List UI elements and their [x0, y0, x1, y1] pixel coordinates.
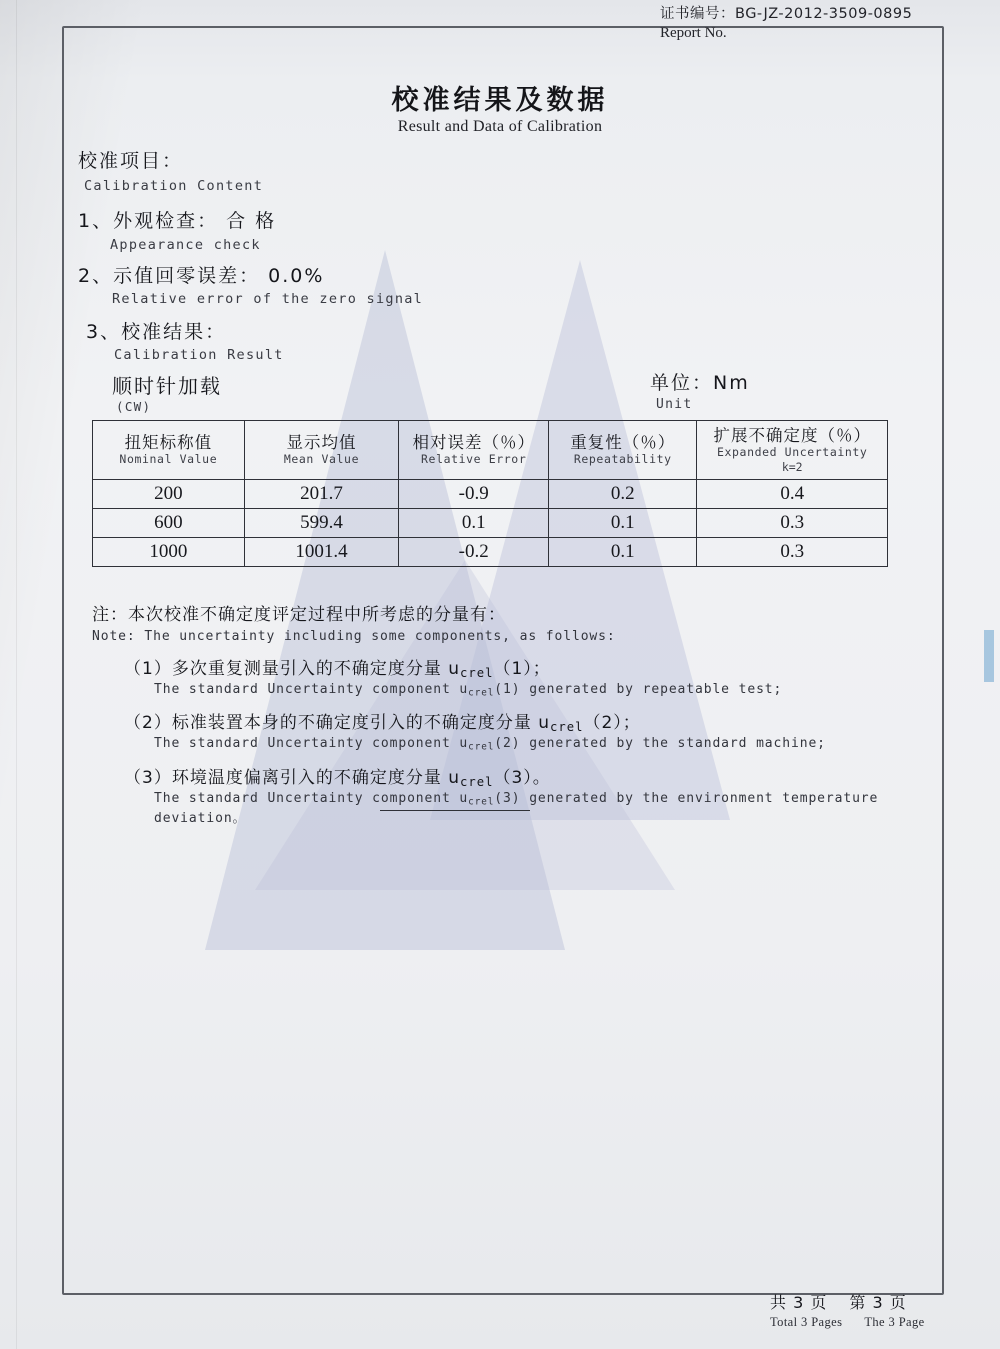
unit-label-cn: 单位：Nm [650, 372, 750, 394]
section-end-rule [380, 810, 530, 811]
note-2-en [154, 736, 952, 752]
section-heading-cn: 校准项目： [78, 150, 184, 172]
col-expanded-uncertainty-en: Expanded Uncertainty [716, 445, 868, 460]
cell-mean: 1001.4 [244, 538, 399, 567]
item-calibration-result-en: Calibration Result [114, 347, 284, 363]
note-1-en-subscript: crel [468, 687, 495, 699]
note-2-cn-tail: （2）； [583, 713, 641, 734]
note-3-cn-tail: （3）。 [493, 767, 551, 788]
col-nominal-value-en: Nominal Value [119, 452, 218, 467]
note-3-en [154, 791, 952, 826]
note-3-cn-text: （3）环境温度偏离引入的不确定度分量 u [124, 767, 460, 788]
col-repeatability-en: Repeatability [573, 452, 672, 467]
unit-label-en: Unit [656, 397, 693, 412]
col-expanded-uncertainty-k: k=2 [781, 460, 803, 475]
footer-total-cn: 共 3 页 [770, 1293, 828, 1312]
cell-uncertainty: 0.3 [697, 538, 888, 567]
footer-cn-line [770, 1290, 990, 1313]
uncertainty-notes [92, 600, 952, 828]
cell-mean: 599.4 [244, 509, 399, 538]
loading-mode-en: (CW) [116, 399, 152, 414]
cell-uncertainty: 0.4 [697, 480, 888, 509]
certificate-number-en: Report No. [660, 25, 727, 41]
note-2-en-text: The standard Uncertainty component u [154, 736, 469, 752]
note-1-cn [124, 654, 952, 680]
cell-relative-error: -0.9 [399, 480, 549, 509]
page-footer [770, 1290, 990, 1331]
note-1-en-text: The standard Uncertainty component u [154, 682, 469, 698]
cell-relative-error: 0.1 [399, 509, 549, 538]
item-calibration-result-cn: 3、校准结果： [86, 321, 227, 343]
section-heading-en: Calibration Content [84, 178, 264, 194]
col-mean-value-en: Mean Value [283, 452, 360, 467]
col-repeatability [549, 421, 697, 480]
page-title-cn: 校准结果及数据 [391, 85, 609, 116]
note-heading-cn: 注：本次校准不确定度评定过程中所考虑的分量有： [92, 605, 506, 625]
col-relative-error-en: Relative Error [421, 452, 527, 467]
col-relative-error-cn: 相对误差（％） [412, 432, 535, 452]
page-title-en: Result and Data of Calibration [397, 118, 603, 135]
note-3-en-subscript: crel [468, 796, 495, 808]
col-mean-value [244, 421, 399, 480]
note-heading-en: Note: The uncertainty including some components, as follows: [92, 629, 616, 644]
cell-repeatability: 0.1 [549, 538, 697, 567]
cell-nominal: 600 [93, 509, 245, 538]
table-header [93, 421, 888, 480]
loading-mode-cn: 顺时针加载 [112, 374, 222, 398]
cell-repeatability: 0.1 [549, 509, 697, 538]
note-1-en [154, 682, 952, 698]
footer-total-en: Total 3 Pages [770, 1315, 843, 1329]
table-body [93, 480, 888, 567]
item-appearance-cn: 1、外观检查： 合 格 [78, 210, 277, 232]
note-1-cn-subscript: crel [460, 666, 494, 681]
note-3-en-text: The standard Uncertainty component u [154, 790, 469, 806]
note-3-cn [124, 763, 952, 789]
table-row [93, 538, 888, 567]
note-3-cn-subscript: crel [460, 774, 494, 789]
page-edge-tab [984, 630, 994, 682]
note-2-cn [124, 708, 952, 734]
calibration-results-table [92, 420, 888, 567]
note-1-cn-text: （1）多次重复测量引入的不确定度分量 u [124, 659, 460, 679]
note-2-cn-text: （2）标准装置本身的不确定度引入的不确定度分量 u [124, 713, 550, 734]
cell-nominal: 200 [93, 480, 245, 509]
col-mean-value-cn: 显示均值 [286, 432, 357, 452]
certificate-number-cn: 证书编号：BG-JZ-2012-3509-0895 [660, 6, 913, 22]
note-1-cn-tail: （1）； [493, 659, 551, 679]
table-row [93, 480, 888, 509]
footer-en-line [770, 1313, 990, 1331]
col-relative-error [399, 421, 549, 480]
col-expanded-uncertainty-cn: 扩展不确定度（％） [713, 425, 871, 445]
note-2-en-tail: (2) generated by the standard machine; [494, 736, 826, 752]
cell-repeatability: 0.2 [549, 480, 697, 509]
scan-artifact-line [16, 0, 17, 1349]
note-3-en-tail: (3) generated by the environment temperature deviation。 [154, 790, 879, 827]
cell-nominal: 1000 [93, 538, 245, 567]
note-1-en-tail: (1) generated by repeatable test; [494, 682, 783, 698]
footer-page-cn: 第 3 页 [849, 1293, 907, 1312]
item-appearance-en: Appearance check [110, 237, 261, 253]
certificate-number-block [660, 2, 980, 42]
cell-uncertainty: 0.3 [697, 509, 888, 538]
col-nominal-value [93, 421, 245, 480]
col-nominal-value-cn: 扭矩标称值 [124, 432, 213, 452]
cell-mean: 201.7 [244, 480, 399, 509]
table-row [93, 509, 888, 538]
item-zero-error-cn: 2、示值回零误差： 0.0% [78, 265, 325, 287]
col-expanded-uncertainty [697, 421, 888, 480]
note-2-cn-subscript: crel [550, 720, 584, 735]
col-repeatability-cn: 重复性（％） [570, 432, 676, 452]
table-header-row [93, 421, 888, 480]
cell-relative-error: -0.2 [399, 538, 549, 567]
footer-page-en: The 3 Page [864, 1315, 925, 1329]
item-zero-error-en: Relative error of the zero signal [112, 291, 424, 307]
note-2-en-subscript: crel [468, 741, 495, 753]
